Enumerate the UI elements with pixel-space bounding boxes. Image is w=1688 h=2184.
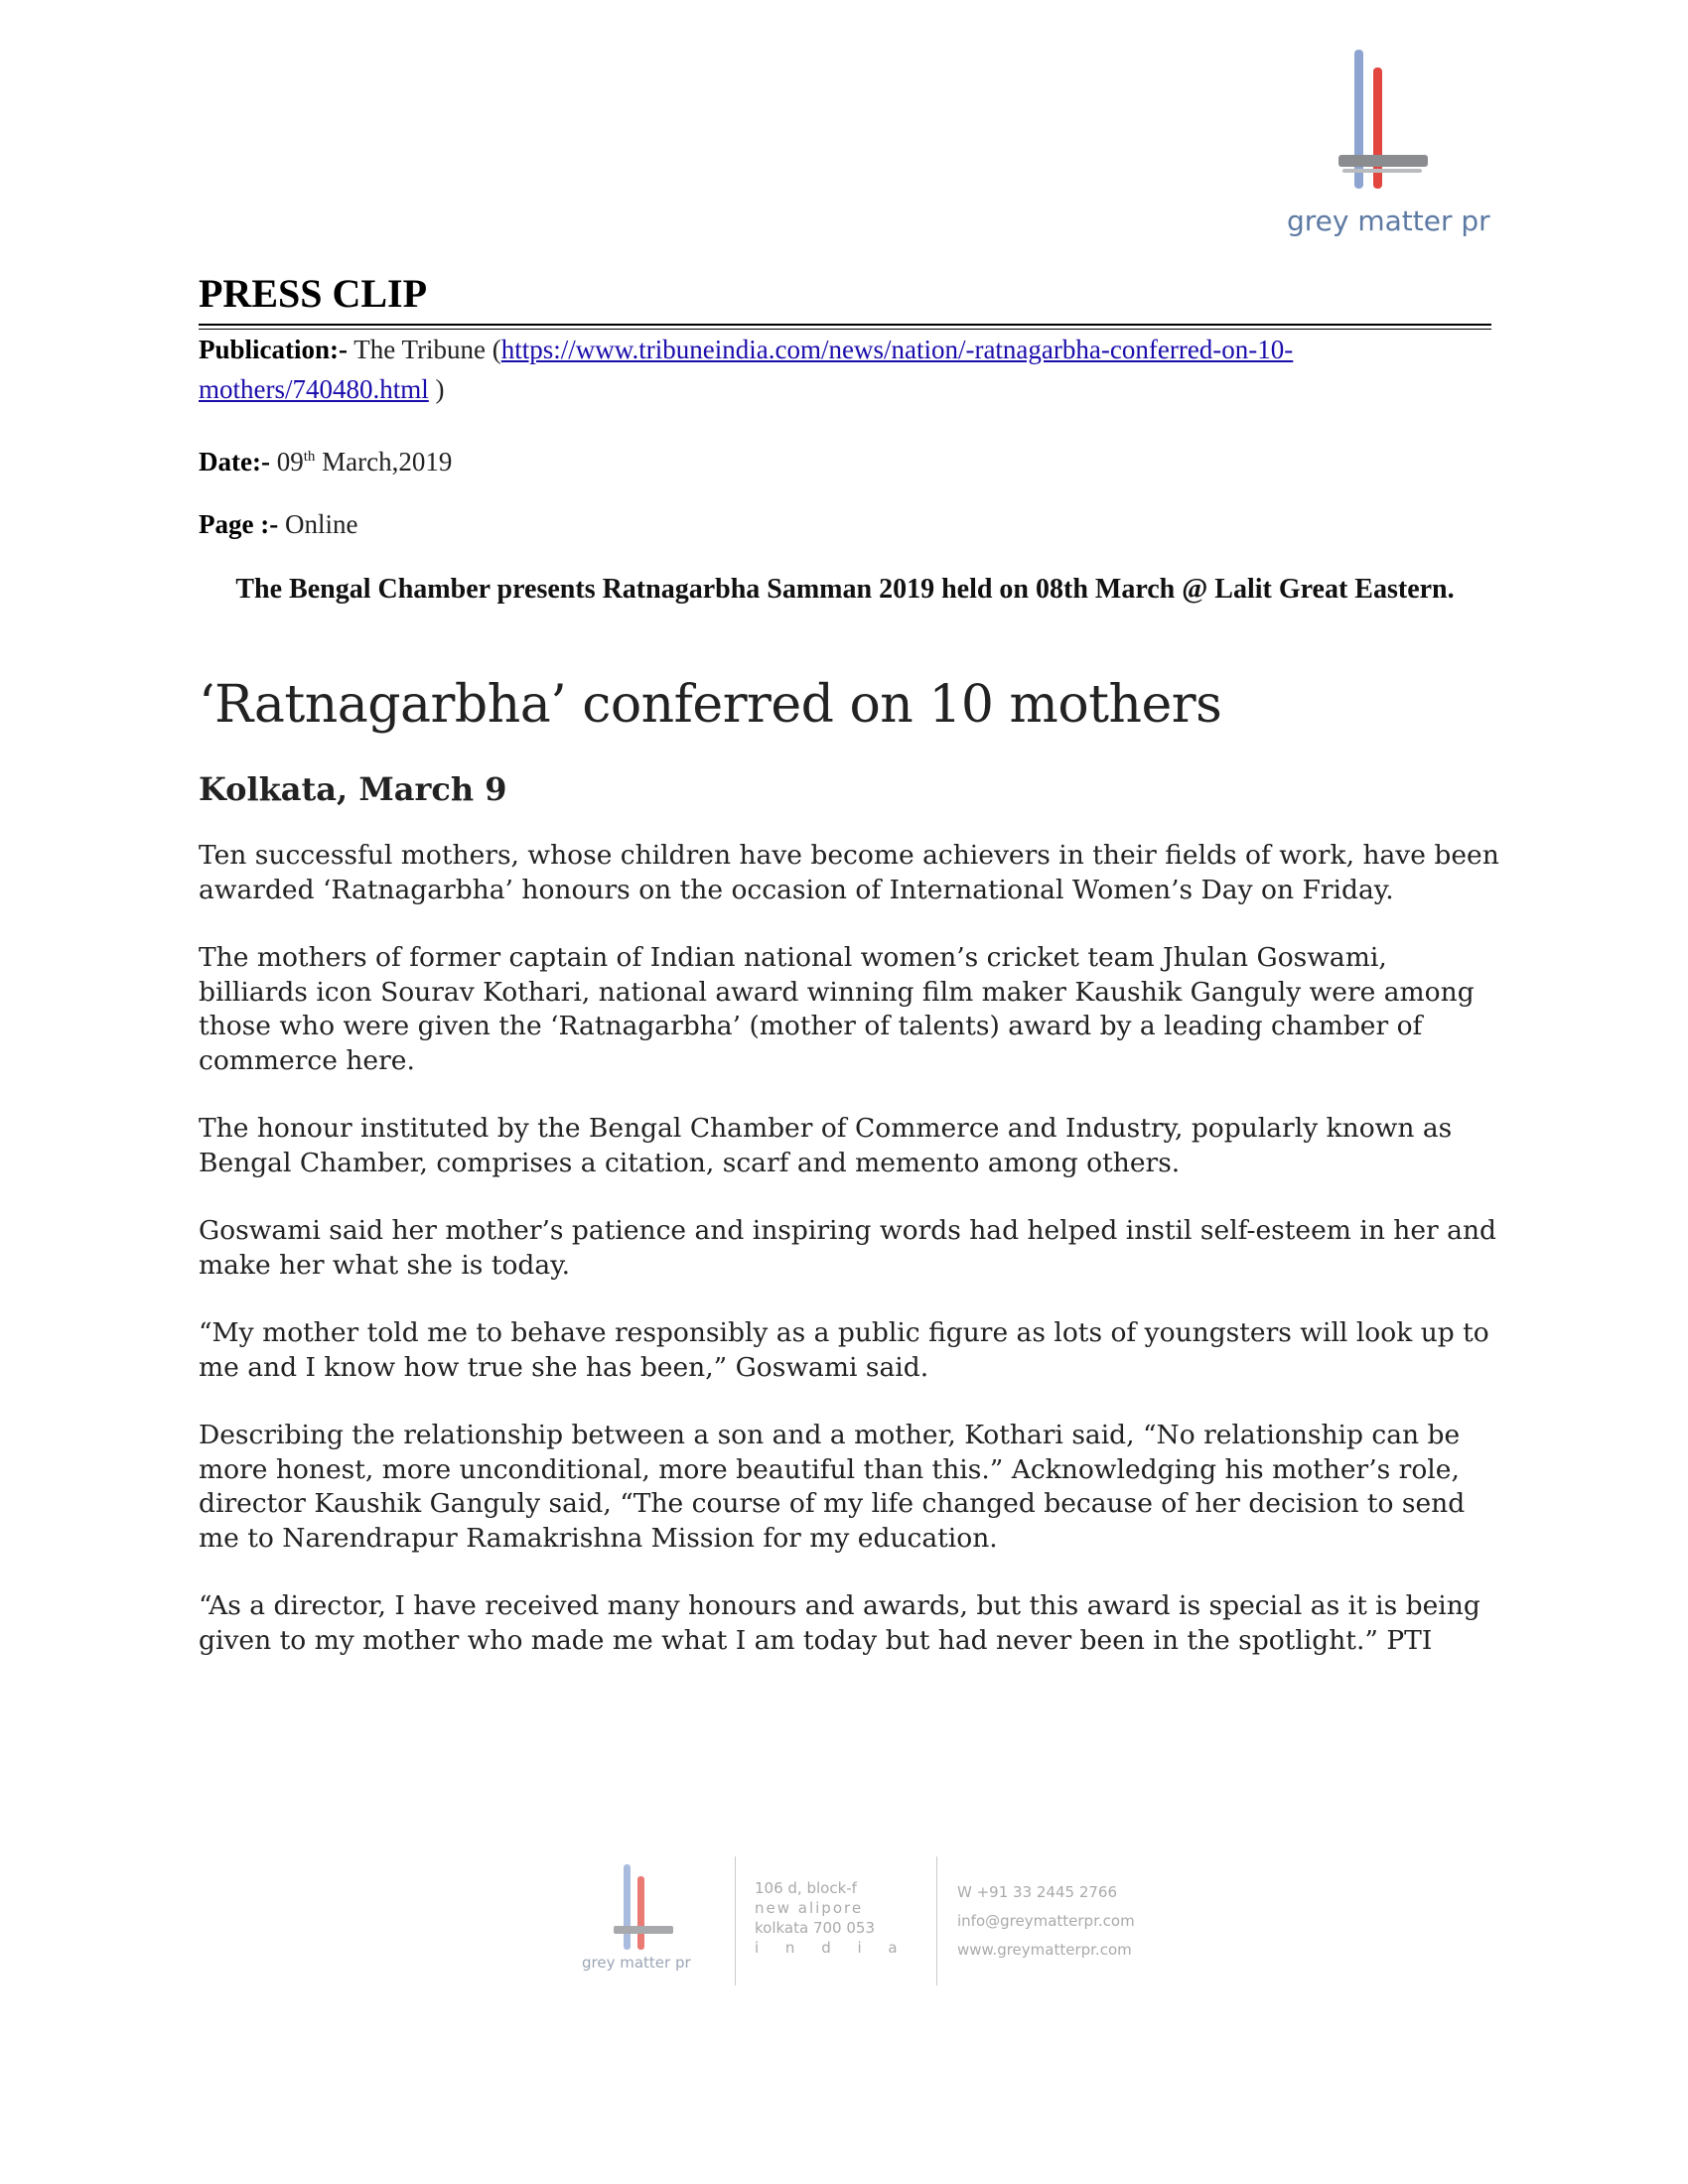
footer-logo bbox=[576, 1856, 720, 1985]
date-rest: March,2019 bbox=[315, 447, 453, 477]
address-line: i n d i a bbox=[755, 1939, 909, 1957]
footer-brand-name: grey matter pr bbox=[582, 1954, 691, 1972]
publication-close: ) bbox=[428, 374, 445, 404]
footer-divider bbox=[936, 1856, 937, 1985]
article-paragraph: “My mother told me to behave responsibly as a public figure as lots of youngsters will look up to me and I know how true she has been,” Goswami said. bbox=[199, 1317, 1489, 1383]
page-value: Online bbox=[284, 509, 358, 539]
article-paragraph: The honour instituted by the Bengal Chamber of Commerce and Industry, popularly known as Bengal Chamber, comprises a citation, scarf and memento among others. bbox=[199, 1113, 1453, 1178]
address-line: kolkata 700 053 bbox=[755, 1919, 875, 1937]
brand-name: grey matter pr bbox=[1287, 205, 1490, 237]
address-line: new alipore bbox=[755, 1899, 864, 1917]
footer-contact bbox=[957, 1878, 1135, 1965]
publication-link[interactable]: https://www.tribuneindia.com/news/nation/-ratnagarbha-conferred-on-10-mothers/740480.html bbox=[199, 335, 1294, 404]
publication-label: Publication:- bbox=[199, 335, 349, 364]
page-line bbox=[199, 504, 357, 544]
article-paragraph: Describing the relationship between a son and a mother, Kothari said, “No relationship can be more honest, more unconditional, more beautiful than this.” Acknowledging his mother’s role, director Kaushik Ganguly said, “The course of my life changed because of her decision to send me to Narendrapur Ramakrishna Mission for my education. bbox=[199, 1420, 1466, 1554]
date-day: 09 bbox=[276, 447, 304, 477]
publication-line bbox=[199, 330, 1499, 409]
address-line: 106 d, block-f bbox=[755, 1879, 857, 1897]
footer-address bbox=[755, 1878, 909, 1958]
brand-logo bbox=[1273, 48, 1501, 246]
article-headline: ‘Ratnagarbha’ conferred on 10 mothers bbox=[199, 675, 1222, 735]
article-dateline: Kolkata, March 9 bbox=[199, 770, 507, 808]
grey-matter-logo-icon bbox=[1338, 48, 1448, 197]
article-paragraph: The mothers of former captain of Indian national women’s cricket team Jhulan Goswami, billiards icon Sourav Kothari, national award winning film maker Kaushik Ganguly were among those who were given the ‘Ratnagarbha’ (mother of talents) award by a leading chamber of commerce here. bbox=[199, 942, 1475, 1076]
footer-website[interactable]: www.greymatterpr.com bbox=[957, 1941, 1132, 1959]
date-suffix: th bbox=[303, 449, 316, 465]
event-description: The Bengal Chamber presents Ratnagarbha Samman 2019 held on 08th March @ Lalit Great Eastern. bbox=[235, 574, 1455, 605]
date-label: Date:- bbox=[199, 447, 270, 477]
footer-email[interactable]: info@greymatterpr.com bbox=[957, 1912, 1135, 1930]
grey-matter-logo-icon bbox=[614, 1862, 683, 1957]
letterhead-footer bbox=[576, 1856, 1192, 1995]
date-line bbox=[199, 437, 452, 481]
article-paragraph: “As a director, I have received many honours and awards, but this award is special as it is being given to my mother who made me what I am today but had never been in the spotlight.” PTI bbox=[199, 1590, 1480, 1656]
page-label: Page :- bbox=[199, 509, 279, 539]
article-paragraph: Goswami said her mother’s patience and inspiring words had helped instil self-esteem in her and make her what she is today. bbox=[199, 1215, 1496, 1281]
publication-name: The Tribune ( bbox=[353, 335, 501, 364]
article-paragraph: Ten successful mothers, whose children have become achievers in their fields of work, have been awarded ‘Ratnagarbha’ honours on the occasion of International Women’s Day on Friday. bbox=[199, 840, 1499, 905]
article-body bbox=[199, 839, 1499, 1692]
footer-phone: W +91 33 2445 2766 bbox=[957, 1883, 1117, 1901]
page-title: PRESS CLIP bbox=[199, 271, 428, 316]
footer-divider bbox=[735, 1856, 736, 1985]
title-divider bbox=[199, 324, 1491, 326]
